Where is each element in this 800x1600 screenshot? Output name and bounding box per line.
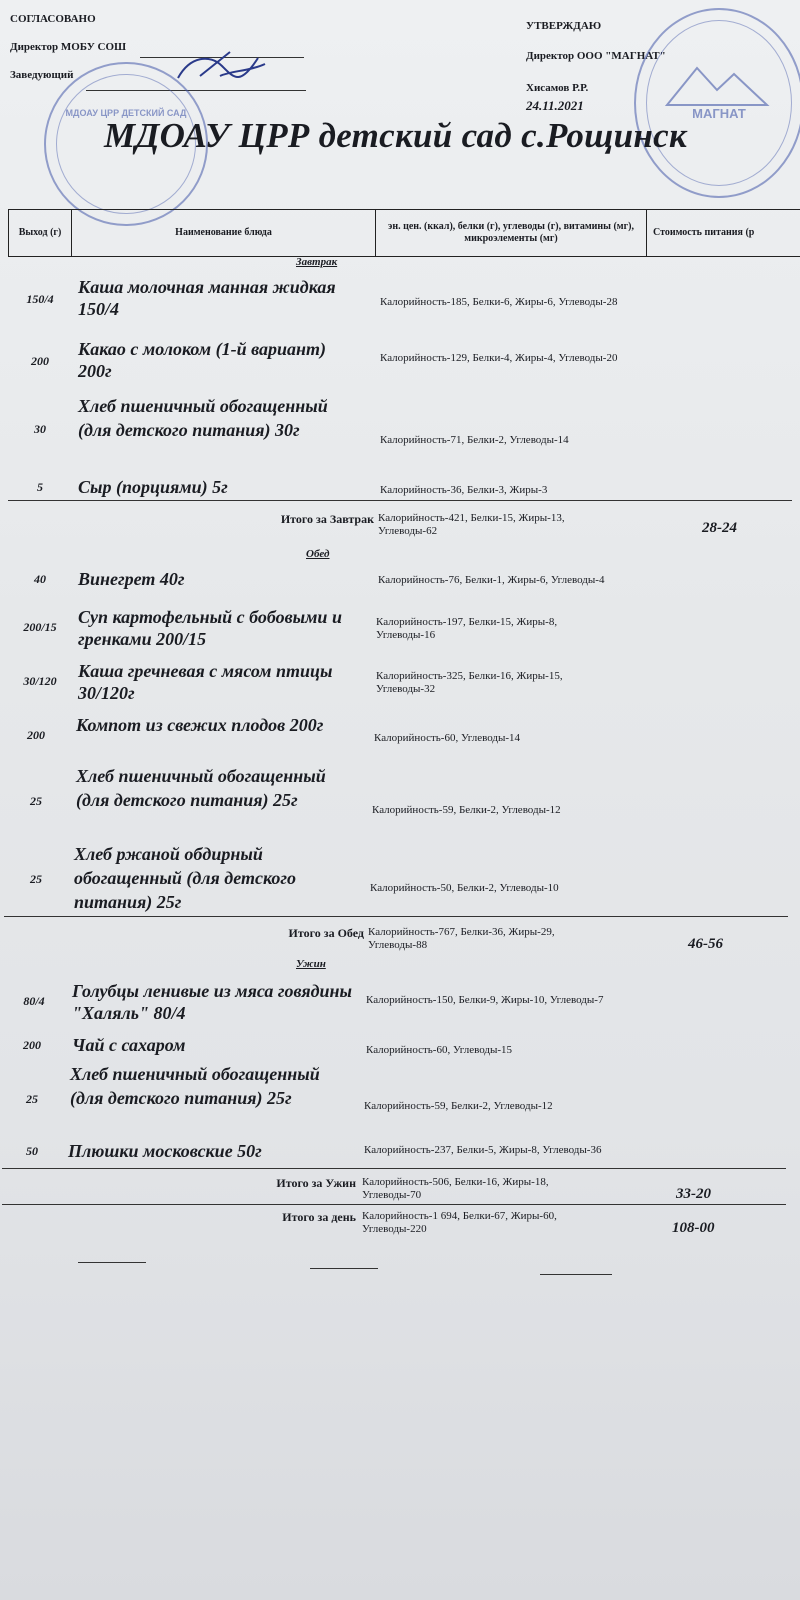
row-yield: 50 <box>26 1144 38 1158</box>
stamp-text: МДОАУ ЦРР ДЕТСКИЙ САД <box>65 108 187 118</box>
row-dish: Суп картофельный с бобовыми и гренками 200/15 <box>78 607 342 649</box>
total-nutrition-breakfast: Калорийность-421, Белки-15, Жиры-13, Углеводы-62 <box>378 512 565 537</box>
company-stamp <box>634 8 800 198</box>
row-yield: 30/120 <box>23 674 57 688</box>
signature-line <box>78 1262 146 1263</box>
total-nutrition-lunch: Калорийность-767, Белки-36, Жиры-29, Углеводы-88 <box>368 926 555 951</box>
row-nutrition: Калорийность-129, Белки-4, Жиры-4, Углеводы-20 <box>380 352 618 364</box>
row-nutrition: Калорийность-150, Белки-9, Жиры-10, Углеводы-7 <box>366 994 604 1006</box>
row-nutrition: Калорийность-60, Углеводы-14 <box>374 732 521 744</box>
signature-line <box>310 1268 378 1269</box>
total-nutrition-day: Калорийность-1 694, Белки-67, Жиры-60, Углеводы-220 <box>362 1210 557 1235</box>
approval-right-title: УТВЕРЖДАЮ <box>526 20 602 32</box>
row-dish: Сыр (порциями) 5г <box>78 477 228 497</box>
row-dish: Плюшки московские 50г <box>68 1141 262 1161</box>
row-yield: 200 <box>31 354 49 368</box>
row-divider <box>2 1168 786 1169</box>
handwritten-signature <box>170 46 270 91</box>
row-divider <box>4 916 788 917</box>
total-label-day: Итого за день <box>282 1210 356 1224</box>
row-yield: 30 <box>34 422 46 436</box>
table-header <box>8 209 800 257</box>
total-label-breakfast: Итого за Завтрак <box>280 512 374 526</box>
row-yield: 25 <box>26 1092 38 1106</box>
row-divider <box>8 500 792 501</box>
stamp-text: МАГНАТ <box>692 106 746 121</box>
approval-left-title: СОГЛАСОВАНО <box>10 13 96 25</box>
row-dish: Голубцы ленивые из мяса говядины "Халяль" 80/4 <box>72 981 353 1023</box>
row-nutrition: Калорийность-36, Белки-3, Жиры-3 <box>380 484 548 496</box>
section-title-breakfast: Завтрак <box>296 256 338 268</box>
row-yield: 25 <box>30 794 42 808</box>
column-header-nutrition: эн. цен. (ккал), белки (г), углеводы (г), витамины (мг), микроэлементы (мг) <box>376 210 647 256</box>
row-dish: Хлеб ржаной обдирный обогащенный (для детского питания) 25г <box>74 844 297 912</box>
row-yield: 40 <box>34 572 46 586</box>
row-dish: Каша молочная манная жидкая 150/4 <box>78 277 336 319</box>
total-cost-day: 108-00 <box>672 1220 715 1236</box>
approval-left-position: Директор МОБУ СОШ <box>10 41 127 53</box>
row-dish: Хлеб пшеничный обогащенный (для детского питания) 25г <box>76 766 326 810</box>
signature-line <box>540 1274 612 1275</box>
row-yield: 200 <box>27 728 45 742</box>
approval-right-name: Хисамов Р.Р. <box>526 82 589 94</box>
row-nutrition: Калорийность-59, Белки-2, Углеводы-12 <box>372 804 561 816</box>
total-label-dinner: Итого за Ужин <box>276 1176 356 1190</box>
section-title-lunch: Обед <box>306 548 330 560</box>
row-nutrition: Калорийность-197, Белки-15, Жиры-8, Углеводы-16 <box>376 616 558 641</box>
total-cost-lunch: 46-56 <box>688 936 723 952</box>
row-yield: 5 <box>37 480 43 494</box>
total-nutrition-dinner: Калорийность-506, Белки-16, Жиры-18, Углеводы-70 <box>362 1176 549 1201</box>
row-nutrition: Калорийность-71, Белки-2, Углеводы-14 <box>380 434 569 446</box>
row-yield: 25 <box>30 872 42 886</box>
approval-right-position: Директор ООО "МАГНАТ" <box>526 50 666 62</box>
row-yield: 200/15 <box>23 620 57 634</box>
row-dish: Чай с сахаром <box>72 1035 186 1055</box>
approval-date: 24.11.2021 <box>526 98 584 113</box>
row-divider <box>2 1204 786 1205</box>
row-nutrition: Калорийность-76, Белки-1, Жиры-6, Углеводы-4 <box>378 574 605 586</box>
column-header-cost: Стоимость питания (р <box>647 210 800 256</box>
row-dish: Хлеб пшеничный обогащенный (для детского питания) 30г <box>78 396 328 440</box>
row-nutrition: Калорийность-50, Белки-2, Углеводы-10 <box>370 882 559 894</box>
column-header-yield: Выход (г) <box>9 210 72 256</box>
approval-left-role: Заведующий <box>10 69 74 81</box>
total-cost-dinner: 33-20 <box>676 1186 711 1202</box>
row-dish: Винегрет 40г <box>78 569 185 589</box>
row-nutrition: Калорийность-185, Белки-6, Жиры-6, Углеводы-28 <box>380 296 618 308</box>
mountain-logo-icon <box>662 60 772 110</box>
row-nutrition: Калорийность-59, Белки-2, Углеводы-12 <box>364 1100 553 1112</box>
page-title: МДОАУ ЦРР детский сад с.Рощинск <box>104 116 687 155</box>
total-cost-breakfast: 28-24 <box>702 520 737 536</box>
row-dish: Хлеб пшеничный обогащенный (для детского питания) 25г <box>70 1064 320 1108</box>
row-nutrition: Калорийность-237, Белки-5, Жиры-8, Углеводы-36 <box>364 1144 602 1156</box>
row-dish: Каша гречневая с мясом птицы 30/120г <box>78 661 333 703</box>
row-dish: Компот из свежих плодов 200г <box>76 715 324 735</box>
row-nutrition: Калорийность-325, Белки-16, Жиры-15, Углеводы-32 <box>376 670 563 695</box>
total-label-lunch: Итого за Обед <box>288 926 364 940</box>
row-yield: 80/4 <box>23 994 45 1008</box>
section-title-dinner: Ужин <box>296 958 326 970</box>
row-dish: Какао с молоком (1-й вариант) 200г <box>78 339 326 381</box>
row-yield: 150/4 <box>26 292 54 306</box>
row-yield: 200 <box>23 1038 41 1052</box>
column-header-name: Наименование блюда <box>72 210 376 256</box>
row-nutrition: Калорийность-60, Углеводы-15 <box>366 1044 513 1056</box>
